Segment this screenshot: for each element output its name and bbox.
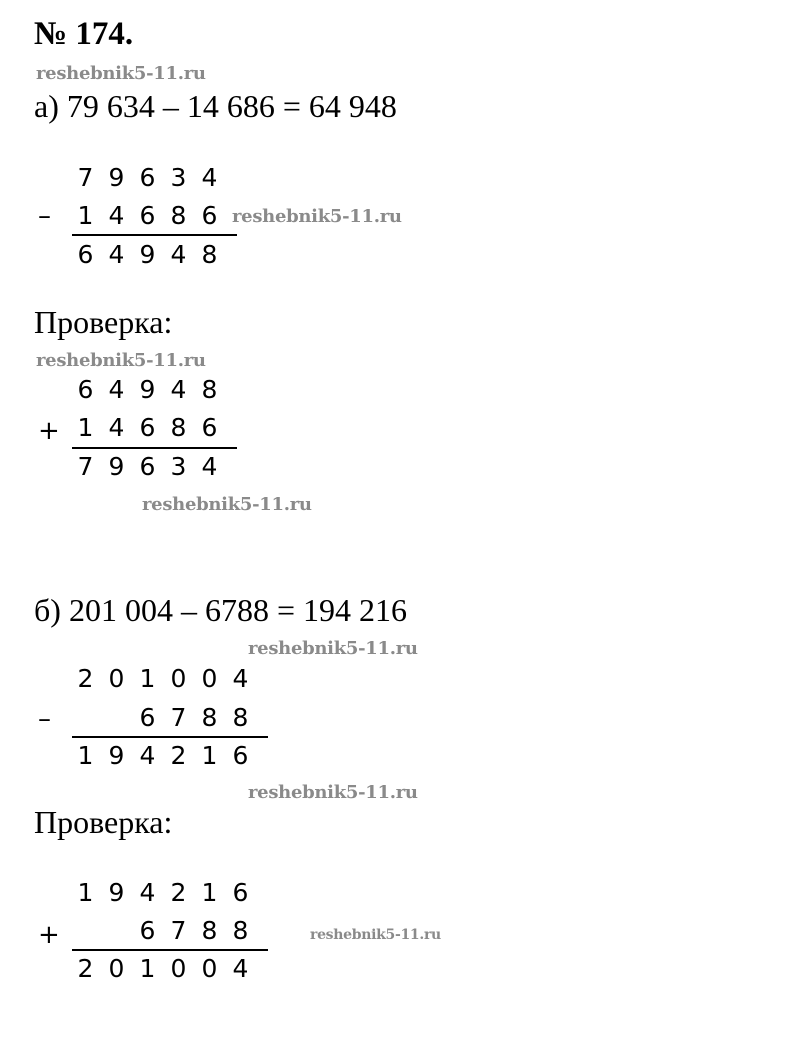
digit: 8: [201, 375, 218, 404]
digit: 0: [108, 664, 125, 693]
digit: 2: [77, 664, 94, 693]
digit: 8: [201, 703, 218, 732]
sum-line: [72, 234, 237, 236]
digit: 6: [77, 375, 94, 404]
plus-sign: +: [38, 416, 60, 446]
column-add-a-bottom: [70, 413, 225, 443]
digit: 1: [139, 664, 156, 693]
equation-a: а) 79 634 – 14 686 = 64 948: [34, 88, 397, 124]
digit: 6: [201, 201, 218, 230]
column-sub-a-result: [70, 240, 225, 270]
digit: 4: [232, 954, 249, 983]
minus-sign: –: [38, 201, 51, 231]
digit: 6: [139, 703, 156, 732]
digit: 1: [201, 878, 218, 907]
digit: 8: [232, 916, 249, 945]
digit: 8: [201, 240, 218, 269]
digit: 4: [170, 375, 187, 404]
digit: 0: [108, 954, 125, 983]
digit: 1: [77, 741, 94, 770]
digit: 3: [170, 163, 187, 192]
digit: 4: [170, 240, 187, 269]
equation-b: б) 201 004 – 6788 = 194 216: [34, 592, 407, 628]
digit: 4: [139, 741, 156, 770]
digit: 6: [139, 916, 156, 945]
column-add-b-bottom: [70, 916, 256, 946]
sum-line: [72, 736, 268, 738]
digit: 4: [108, 240, 125, 269]
digit: 6: [77, 240, 94, 269]
digit: 6: [139, 201, 156, 230]
column-add-b-top: [70, 878, 256, 908]
column-add-a-result: [70, 452, 225, 482]
digit: 0: [170, 954, 187, 983]
column-add-a-top: [70, 375, 225, 405]
digit: 4: [108, 201, 125, 230]
digit: 4: [201, 452, 218, 481]
digit: 6: [201, 413, 218, 442]
problem-title: № 174.: [34, 16, 134, 52]
digit: 7: [77, 452, 94, 481]
digit: 2: [77, 954, 94, 983]
digit: 0: [170, 664, 187, 693]
digit: 6: [139, 413, 156, 442]
digit: 2: [170, 741, 187, 770]
plus-sign: +: [38, 920, 60, 950]
digit: 1: [139, 954, 156, 983]
digit: 4: [232, 664, 249, 693]
digit: 9: [108, 163, 125, 192]
digit: 6: [232, 878, 249, 907]
digit: 9: [139, 375, 156, 404]
digit: 2: [170, 878, 187, 907]
digit: 7: [170, 703, 187, 732]
watermark: reshebnik5-11.ru: [248, 638, 418, 659]
check-label-b: Проверка:: [34, 804, 173, 840]
digit: 7: [170, 916, 187, 945]
digit: 8: [170, 201, 187, 230]
digit: 3: [170, 452, 187, 481]
digit: 1: [77, 413, 94, 442]
digit: 9: [108, 452, 125, 481]
sum-line: [72, 447, 237, 449]
digit: 8: [232, 703, 249, 732]
digit: 0: [201, 954, 218, 983]
column-sub-b-result: [70, 741, 256, 771]
digit: 9: [139, 240, 156, 269]
digit: 4: [108, 413, 125, 442]
digit: 0: [201, 664, 218, 693]
watermark: reshebnik5-11.ru: [232, 206, 402, 227]
digit: 4: [201, 163, 218, 192]
column-sub-b-bottom: [70, 703, 256, 733]
watermark: reshebnik5-11.ru: [142, 494, 312, 515]
watermark: reshebnik5-11.ru: [310, 927, 441, 943]
digit: 4: [139, 878, 156, 907]
column-sub-b-top: [70, 664, 256, 694]
minus-sign: –: [38, 704, 51, 734]
digit: 9: [108, 741, 125, 770]
watermark: reshebnik5-11.ru: [36, 350, 206, 371]
digit: 1: [77, 201, 94, 230]
digit: 8: [201, 916, 218, 945]
watermark: reshebnik5-11.ru: [248, 782, 418, 803]
digit: 1: [77, 878, 94, 907]
digit: 6: [139, 452, 156, 481]
column-sub-a-bottom: [70, 201, 225, 231]
digit: 9: [108, 878, 125, 907]
digit: 8: [170, 413, 187, 442]
digit: 1: [201, 741, 218, 770]
digit: 6: [232, 741, 249, 770]
column-sub-a-top: [70, 163, 225, 193]
check-label-a: Проверка:: [34, 304, 173, 340]
watermark: reshebnik5-11.ru: [36, 63, 206, 84]
digit: 7: [77, 163, 94, 192]
digit: 4: [108, 375, 125, 404]
digit: 6: [139, 163, 156, 192]
column-add-b-result: [70, 954, 256, 984]
sum-line: [72, 949, 268, 951]
